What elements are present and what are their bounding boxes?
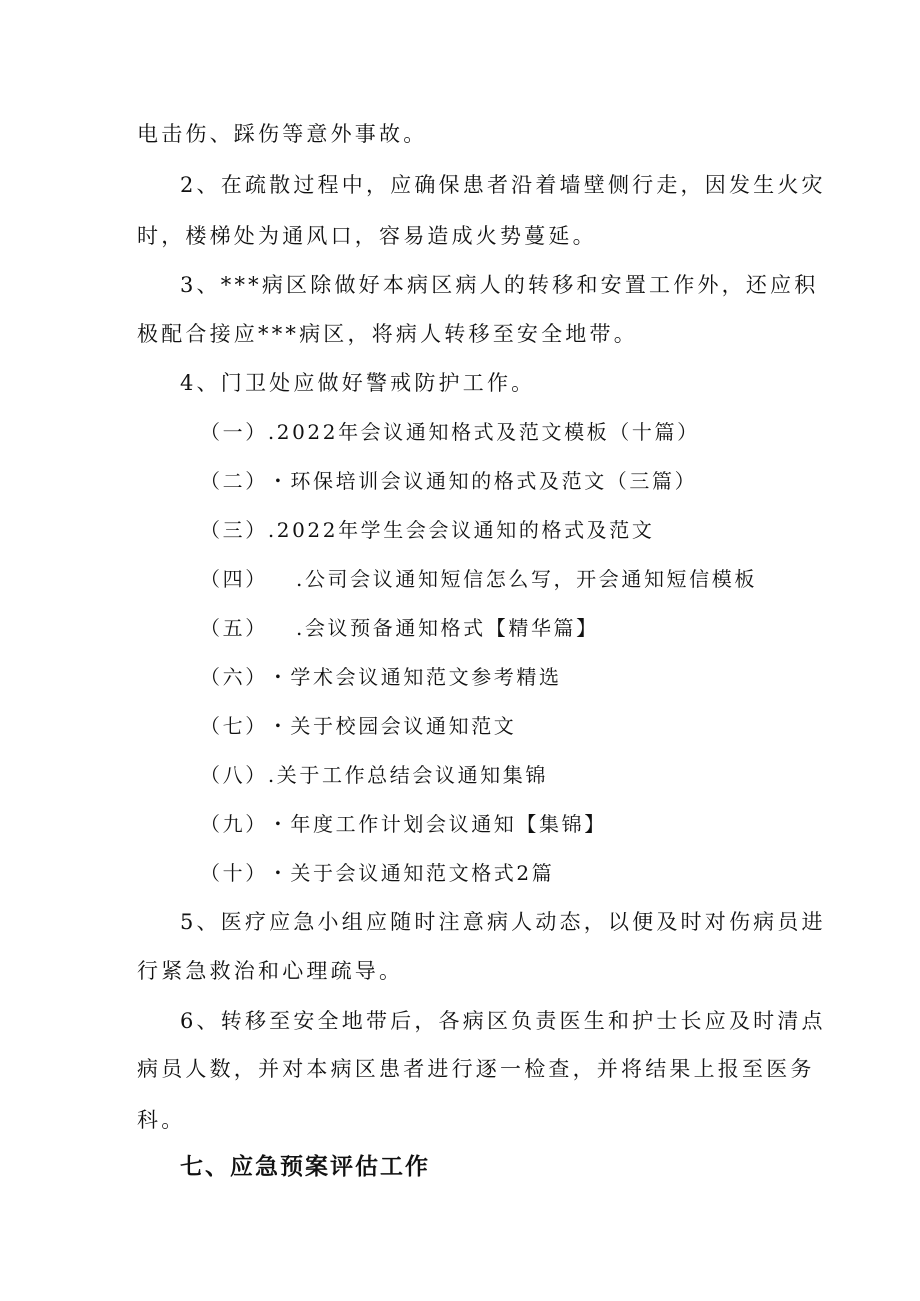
- toc-item-number: （四）: [200, 567, 268, 591]
- toc-item-number: （二）: [200, 469, 268, 493]
- toc-item-number: （五）: [200, 616, 268, 640]
- toc-item-number: （六）: [200, 665, 268, 689]
- toc-item-text: .关于工作总结会议通知集锦: [267, 763, 548, 787]
- toc-item-number: （十）: [200, 861, 268, 885]
- paragraph-line: 6、转移至安全地带后，各病区负责医生和护士长应及时清点: [180, 1009, 826, 1033]
- paragraph-line: 3、***病区除做好本病区病人的转移和安置工作外，还应积: [180, 273, 819, 297]
- toc-item: [200, 662, 562, 692]
- toc-item-text: .2022年学生会会议通知的格式及范文: [267, 518, 655, 542]
- toc-item-number: （九）: [200, 812, 268, 836]
- toc-item-text: .会议预备通知格式【精华篇】: [296, 616, 599, 640]
- paragraph-line: 极配合接应***病区，将病人转移至安全地带。: [137, 322, 638, 346]
- paragraph-line: 4、门卫处应做好警戒防护工作。: [180, 371, 536, 395]
- section-heading: 七、应急预案评估工作: [180, 1154, 430, 1180]
- paragraph-line: 2、在疏散过程中，应确保患者沿着墙壁侧行走，因发生火灾: [180, 173, 826, 197]
- toc-item: [200, 417, 700, 447]
- toc-item-number: （八）: [200, 763, 268, 787]
- toc-item-text: ・关于校园会议通知范文: [267, 714, 517, 738]
- paragraph-line: 科。: [137, 1108, 186, 1132]
- paragraph-line: 时，楼梯处为通风口，容易造成火势蔓延。: [137, 224, 597, 248]
- toc-item: [200, 760, 548, 790]
- toc-item: [200, 613, 599, 643]
- toc-item-number: （三）: [200, 518, 268, 542]
- toc-item-text: .公司会议通知短信怎么写，开会通知短信模板: [296, 567, 757, 591]
- paragraph-line: 行紧急救治和心理疏导。: [137, 959, 404, 983]
- toc-item: [200, 858, 554, 888]
- toc-item: [200, 515, 654, 545]
- toc-item-text: ・学术会议通知范文参考精选: [267, 665, 562, 689]
- toc-item: [200, 564, 757, 594]
- paragraph-line: 病员人数，并对本病区患者进行逐一检查，并将结果上报至医务: [137, 1057, 815, 1081]
- toc-item: [200, 711, 516, 741]
- toc-item-text: ・年度工作计划会议通知【集锦】: [267, 812, 607, 836]
- paragraph-line: 5、医疗应急小组应随时注意病人动态，以便及时对伤病员进: [180, 910, 826, 934]
- toc-item-number: （一）: [200, 420, 268, 444]
- toc-item: [200, 809, 607, 839]
- paragraph-line: 电击伤、踩伤等意外事故。: [137, 122, 428, 146]
- toc-item-text: ・环保培训会议通知的格式及范文（三篇）: [267, 469, 698, 493]
- toc-item: [200, 466, 697, 496]
- toc-item-text: ・关于会议通知范文格式2篇: [267, 861, 555, 885]
- toc-item-number: （七）: [200, 714, 268, 738]
- toc-item-text: .2022年会议通知格式及范文模板（十篇）: [267, 420, 700, 444]
